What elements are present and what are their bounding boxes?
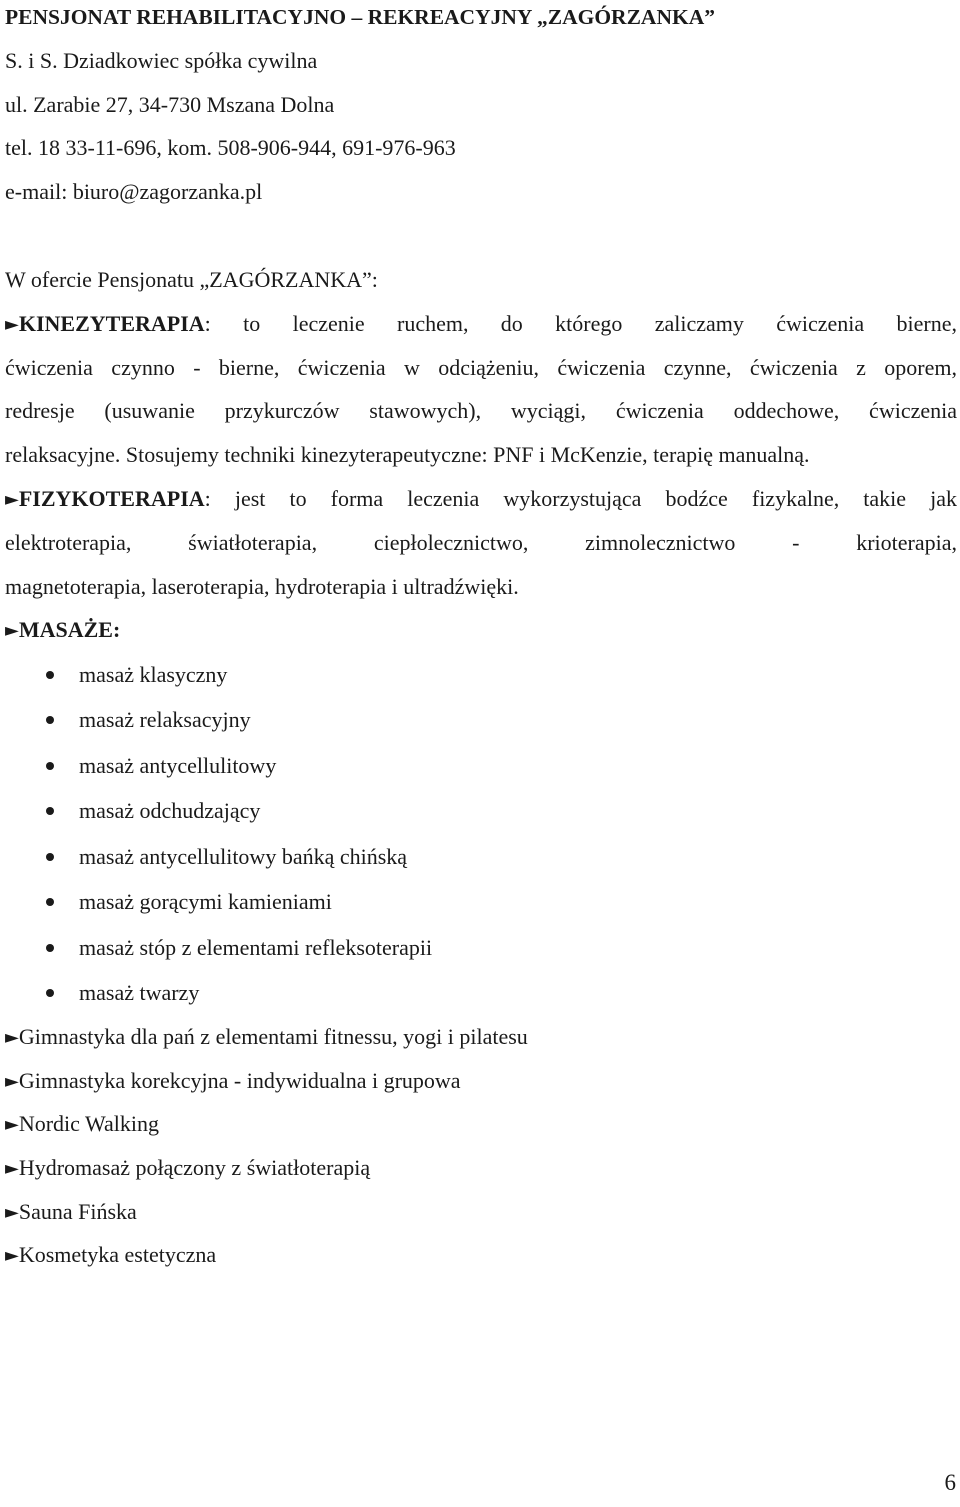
arrow-right-icon: ► bbox=[5, 620, 19, 641]
masaze-heading bbox=[5, 616, 120, 645]
arrow-right-icon: ► bbox=[5, 1245, 19, 1266]
fizykoterapia-line-3: magnetoterapia, laseroterapia, hydroterapia i ultradźwięki. bbox=[5, 574, 519, 599]
kinezyterapia-line-3: redresje (usuwanie przykurczów stawowych), wyciągi, ćwiczenia oddechowe, ćwiczenia bbox=[5, 398, 957, 423]
list-item-text: masaż relaksacyjny bbox=[79, 707, 251, 732]
masaze-title: MASAŻE: bbox=[18, 617, 121, 642]
arrow-right-icon: ► bbox=[5, 1027, 19, 1048]
offer-item-text: Gimnastyka dla pań z elementami fitnessu, yogi i pilatesu bbox=[18, 1024, 528, 1049]
kinezyterapia-line-1 bbox=[5, 310, 957, 339]
arrow-right-icon: ► bbox=[5, 1114, 19, 1135]
bullet-icon bbox=[46, 853, 54, 861]
offer-item-text: Nordic Walking bbox=[18, 1111, 160, 1136]
company-address: ul. Zarabie 27, 34-730 Mszana Dolna bbox=[5, 92, 335, 117]
offer-item-text: Gimnastyka korekcyjna - indywidualna i grupowa bbox=[18, 1068, 461, 1093]
bullet-icon bbox=[46, 944, 54, 952]
offer-item bbox=[5, 1110, 159, 1139]
kinezyterapia-title: KINEZYTERAPIA bbox=[18, 311, 205, 336]
bullet-icon bbox=[46, 716, 54, 724]
offer-intro: W ofercie Pensjonatu „ZAGÓRZANKA”: bbox=[5, 267, 378, 292]
fizykoterapia-text-1: : jest to forma leczenia wykorzystująca bodźce fizykalne, takie jak bbox=[204, 486, 957, 511]
offer-item-text: Hydromasaż połączony z światłoterapią bbox=[18, 1155, 371, 1180]
arrow-right-icon: ► bbox=[5, 1071, 19, 1092]
arrow-right-icon: ► bbox=[5, 314, 19, 335]
arrow-right-icon: ► bbox=[5, 1158, 19, 1179]
offer-item-text: Kosmetyka estetyczna bbox=[18, 1242, 217, 1267]
kinezyterapia-line-4: relaksacyjne. Stosujemy techniki kinezyterapeutyczne: PNF i McKenzie, terapię manualną. bbox=[5, 442, 810, 467]
list-item-text: masaż stóp z elementami refleksoterapii bbox=[79, 935, 433, 960]
offer-item bbox=[5, 1198, 137, 1227]
list-item-text: masaż antycellulitowy bbox=[79, 753, 277, 778]
offer-item-text: Sauna Fińska bbox=[18, 1199, 137, 1224]
company-owner: S. i S. Dziadkowiec spółka cywilna bbox=[5, 48, 318, 73]
company-phone: tel. 18 33-11-696, kom. 508-906-944, 691-976-963 bbox=[5, 135, 456, 160]
email-link[interactable]: biuro@zagorzanka.pl bbox=[72, 179, 263, 204]
arrow-right-icon: ► bbox=[5, 489, 19, 510]
list-item-text: masaż twarzy bbox=[79, 980, 200, 1005]
kinezyterapia-line-2: ćwiczenia czynno - bierne, ćwiczenia w odciążeniu, ćwiczenia czynne, ćwiczenia z oporem, bbox=[5, 355, 957, 380]
company-name: PENSJONAT REHABILITACYJNO – REKREACYJNY „ZAGÓRZANKA” bbox=[5, 5, 715, 29]
fizykoterapia-line-2: elektroterapia, światłoterapia, ciepłolecznictwo, zimnolecznictwo - krioterapia, bbox=[5, 530, 957, 555]
offer-item bbox=[5, 1241, 216, 1270]
bullet-icon bbox=[46, 989, 54, 997]
list-item-text: masaż gorącymi kamieniami bbox=[79, 889, 332, 914]
company-email-line bbox=[5, 178, 262, 206]
bullet-icon bbox=[46, 898, 54, 906]
bullet-icon bbox=[46, 807, 54, 815]
list-item-text: masaż klasyczny bbox=[79, 662, 228, 687]
arrow-right-icon: ► bbox=[5, 1202, 19, 1223]
list-item-text: masaż odchudzający bbox=[79, 798, 261, 823]
email-label: e-mail: bbox=[5, 179, 68, 204]
list-item-text: masaż antycellulitowy bańką chińską bbox=[79, 844, 408, 869]
bullet-icon bbox=[46, 762, 54, 770]
bullet-icon bbox=[46, 671, 54, 679]
offer-item bbox=[5, 1154, 370, 1183]
fizykoterapia-title: FIZYKOTERAPIA bbox=[18, 486, 205, 511]
page-number: 6 bbox=[944, 1470, 956, 1495]
kinezyterapia-text-1: : to leczenie ruchem, do którego zaliczamy ćwiczenia bierne, bbox=[204, 311, 957, 336]
offer-item bbox=[5, 1067, 461, 1096]
fizykoterapia-line-1 bbox=[5, 485, 957, 514]
offer-item bbox=[5, 1023, 528, 1052]
